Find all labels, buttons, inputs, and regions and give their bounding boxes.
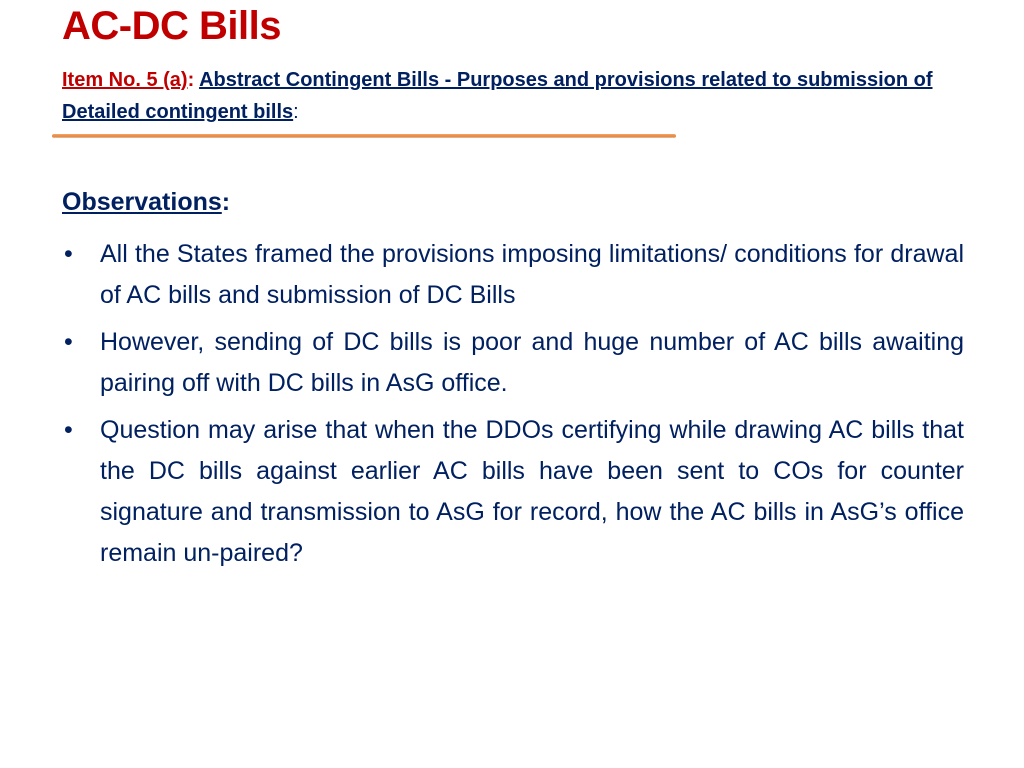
bullet-text: However, sending of DC bills is poor and huge number of AC bills awaiting pairing off with DC bills in AsG office. xyxy=(100,328,964,397)
title-divider xyxy=(52,134,676,138)
bullet-text: Question may arise that when the DDOs certifying while drawing AC bills that the DC bills against earlier AC bills have been sent to COs for counter signature and transmission to AsG for record, how the AC bills in AsG’s office remain un-paired? xyxy=(100,416,964,567)
observations-heading-text: Observations xyxy=(62,188,222,216)
item-number: Item No. 5 (a) xyxy=(62,69,188,91)
bullet-icon: • xyxy=(64,416,73,444)
list-item xyxy=(62,234,964,316)
slide-subtitle xyxy=(62,64,972,128)
description-end: : xyxy=(293,101,299,123)
bullet-icon: • xyxy=(64,240,73,268)
item-separator: : xyxy=(187,69,195,91)
list-item xyxy=(62,322,964,404)
observations-heading-colon: : xyxy=(221,188,231,216)
bullet-text: All the States framed the provisions imposing limitations/ conditions for drawal of AC bills and submission of DC Bills xyxy=(100,240,964,309)
observations-list xyxy=(62,234,964,580)
slide-title: AC-DC Bills xyxy=(62,4,281,48)
list-item xyxy=(62,410,964,574)
bullet-icon: • xyxy=(64,328,73,356)
observations-heading xyxy=(62,188,230,217)
item-description: Abstract Contingent Bills - Purposes and provisions related to submission of Detailed contingent bills xyxy=(62,69,933,123)
